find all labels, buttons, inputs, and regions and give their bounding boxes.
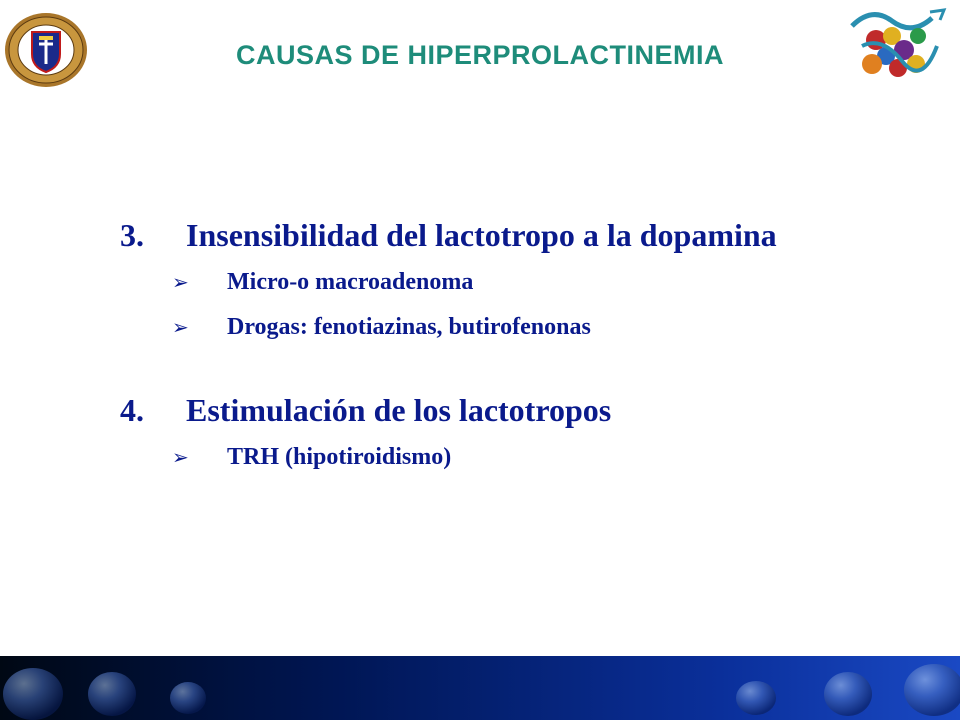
item-number: 4. [120, 392, 144, 428]
bullet-item [172, 267, 920, 297]
item-number: 3. [120, 217, 144, 253]
bullet-item [172, 312, 920, 342]
bullet-text: Micro-o macroadenoma [227, 269, 474, 295]
arrow-bullet-icon: ➢ [172, 270, 189, 294]
arrow-bullet-icon: ➢ [172, 445, 189, 469]
endocrinology-molecules-icon [842, 6, 950, 84]
list-item-4 [120, 390, 920, 472]
item-heading-text: Insensibilidad del lactotropo a la dopamina [186, 217, 777, 253]
list-item-3 [120, 215, 920, 342]
item-heading [120, 390, 920, 430]
bubbles-decoration-icon [0, 656, 960, 720]
bullet-item [172, 442, 920, 472]
page-title: CAUSAS DE HIPERPROLACTINEMIA [235, 40, 725, 70]
bullet-text: TRH (hipotiroidismo) [227, 444, 452, 470]
slide-content [120, 215, 920, 472]
item-heading [120, 215, 920, 255]
footer-band [0, 656, 960, 720]
item-heading-text: Estimulación de los lactotropos [186, 392, 612, 428]
bullet-text: Drogas: fenotiazinas, butirofenonas [227, 314, 591, 340]
arrow-bullet-icon: ➢ [172, 315, 189, 339]
